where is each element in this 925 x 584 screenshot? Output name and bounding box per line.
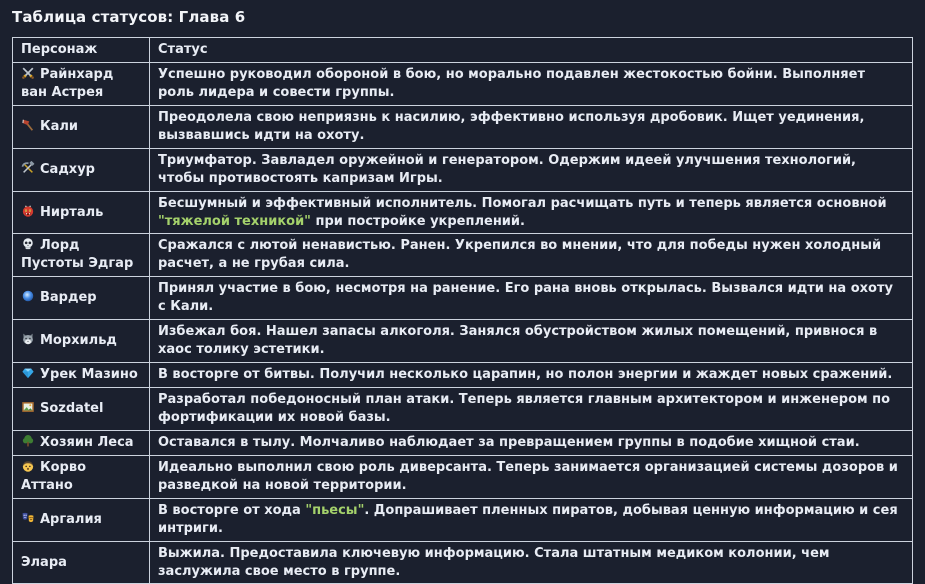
status-text: В восторге от хода xyxy=(158,502,306,518)
status-cell xyxy=(150,105,913,148)
character-name: Райнхард ван Астрея xyxy=(21,66,114,100)
masked-face-icon xyxy=(21,459,35,473)
character-cell xyxy=(13,191,150,234)
status-text: Успешно руководил обороной в бою, но морально подавлен жестокостью бойни. Выполняет роль лидера и совести группы. xyxy=(158,66,865,100)
status-text: при постройке укреплений. xyxy=(310,213,525,229)
character-cell xyxy=(13,498,150,541)
table-row xyxy=(13,541,913,584)
status-text: Триумфатор. Завладел оружейной и генератором. Одержим идеей улучшения технологий, чтобы противостоять капризам Игры. xyxy=(158,152,856,186)
character-name: Нирталь xyxy=(40,204,104,220)
status-cell xyxy=(150,191,913,234)
blue-orb-icon xyxy=(21,289,35,303)
character-name: Sozdatel xyxy=(40,400,104,416)
framed-picture-icon xyxy=(21,400,35,414)
character-cell xyxy=(13,148,150,191)
axe-icon xyxy=(21,118,35,132)
character-cell xyxy=(13,234,150,277)
wolf-icon xyxy=(21,332,35,346)
character-name: Кали xyxy=(40,118,79,134)
table-row xyxy=(13,148,913,191)
status-cell xyxy=(150,455,913,498)
character-cell xyxy=(13,388,150,431)
character-cell xyxy=(13,320,150,363)
status-cell xyxy=(150,277,913,320)
character-name: Корво Аттано xyxy=(21,459,87,493)
skull-icon xyxy=(21,237,35,251)
table-row xyxy=(13,388,913,431)
status-text: Сражался с лютой ненавистью. Ранен. Укрепился во мнении, что для победы нужен холодный расчет, а не грубая сила. xyxy=(158,238,882,272)
character-cell xyxy=(13,541,150,584)
status-text: Выжила. Предоставила ключевую информацию. Стала штатным медиком колонии, чем заслужила свое место в группе. xyxy=(158,545,830,579)
character-name: Хозяин Леса xyxy=(40,434,134,450)
status-highlight: "пьесы" xyxy=(305,502,365,518)
character-cell xyxy=(13,277,150,320)
character-name: Садхур xyxy=(40,161,95,177)
status-highlight: "тяжелой техникой" xyxy=(158,213,311,229)
table-row xyxy=(13,277,913,320)
status-cell xyxy=(150,62,913,105)
status-cell xyxy=(150,234,913,277)
column-header-status: Статус xyxy=(150,38,913,63)
table-header xyxy=(13,38,913,63)
theater-masks-icon xyxy=(21,511,35,525)
table-row xyxy=(13,455,913,498)
character-name: Вардер xyxy=(40,290,97,306)
hammer-and-pick-icon xyxy=(21,161,35,175)
character-cell xyxy=(13,455,150,498)
table-row xyxy=(13,498,913,541)
status-text: Преодолела свою неприязнь к насилию, эффективно используя дробовик. Ищет уединения, вызвавшись идти на охоту. xyxy=(158,109,865,143)
table-row xyxy=(13,62,913,105)
status-table xyxy=(12,37,913,584)
column-header-character: Персонаж xyxy=(13,38,150,63)
table-body xyxy=(13,62,913,584)
character-name: Лорд Пустоты Эдгар xyxy=(21,238,134,272)
status-text: Бесшумный и эффективный исполнитель. Помогал расчищать путь и теперь является основной xyxy=(158,195,887,211)
status-cell xyxy=(150,363,913,388)
status-text: Разработал победоносный план атаки. Теперь является главным архитектором и инженером по фортификации их новой базы. xyxy=(158,392,891,425)
status-cell xyxy=(150,320,913,363)
status-text: Принял участие в бою, несмотря на ранение. Его рана вновь открылась. Вызвался идти на охоту с Кали. xyxy=(158,281,893,315)
status-cell xyxy=(150,498,913,541)
table-row xyxy=(13,191,913,234)
table-row xyxy=(13,234,913,277)
table-row xyxy=(13,363,913,388)
gem-icon xyxy=(21,366,35,380)
character-name: Морхильд xyxy=(40,333,117,349)
status-cell xyxy=(150,148,913,191)
header-row xyxy=(13,38,913,63)
tree-icon xyxy=(21,434,35,448)
crossed-swords-icon xyxy=(21,66,35,80)
character-cell xyxy=(13,363,150,388)
status-cell xyxy=(150,541,913,584)
status-text: Идеально выполнил свою роль диверсанта. Теперь занимается организацией системы дозоров и разведкой на новой территории. xyxy=(158,459,898,493)
table-row xyxy=(13,105,913,148)
status-text: . Допрашивает пленных пиратов, добывая ценную информацию и сея интриги. xyxy=(158,502,898,536)
page-title: Таблица статусов: Глава 6 xyxy=(12,8,246,26)
ogre-icon xyxy=(21,204,35,218)
character-name: Урек Мазино xyxy=(40,367,138,383)
table-row xyxy=(13,320,913,363)
status-cell xyxy=(150,388,913,431)
character-cell xyxy=(13,105,150,148)
character-cell xyxy=(13,62,150,105)
character-name: Элара xyxy=(21,554,67,570)
status-text: Избежал боя. Нашел запасы алкоголя. Занялся обустройством жилых помещений, привнося в хаос толику эстетики. xyxy=(158,324,878,358)
character-name: Аргалия xyxy=(40,511,102,527)
status-text: Оставался в тылу. Молчаливо наблюдает за превращением группы в подобие хищной стаи. xyxy=(158,434,860,450)
status-text: В восторге от битвы. Получил несколько царапин, но полон энергии и жаждет новых сражений. xyxy=(158,367,893,383)
